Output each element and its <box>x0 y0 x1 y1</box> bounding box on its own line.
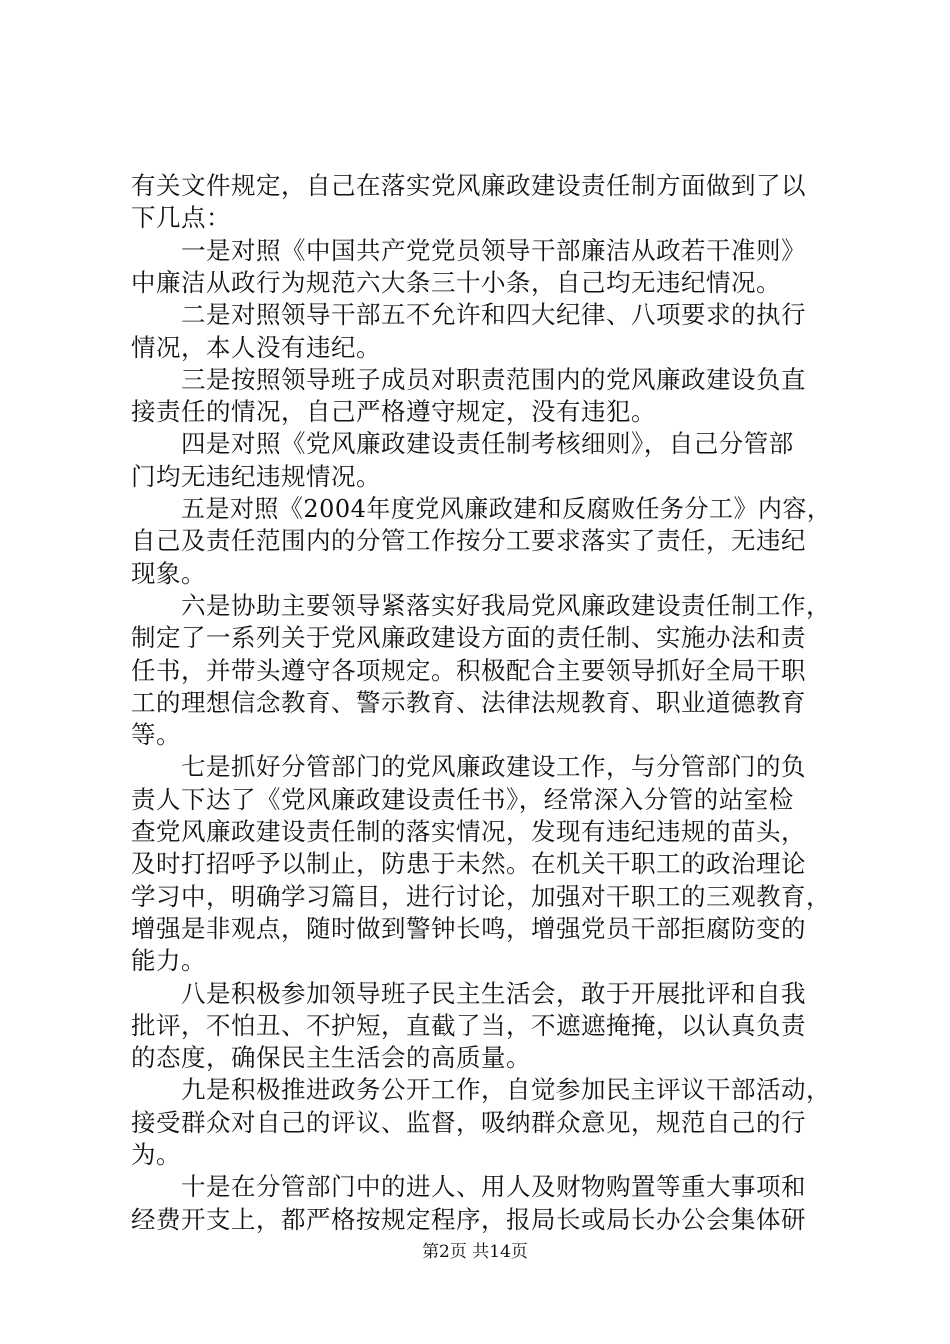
text-line: 情况，本人没有违纪。 <box>131 332 381 362</box>
text-line: 五是对照《2004年度党风廉政建和反腐败任务分工》内容， <box>181 494 832 523</box>
text-line: 制定了一系列关于党风廉政建设方面的责任制、实施办法和责 <box>131 623 806 653</box>
text-line: 查党风廉政建设责任制的落实情况，发现有违纪违规的苗头， <box>131 817 806 846</box>
text-line: 批评，不怕丑、不护短，直截了当，不遮遮掩掩，以认真负责 <box>131 1010 806 1040</box>
text-line: 为。 <box>131 1140 181 1169</box>
text-line: 工的理想信念教育、警示教育、法律法规教育、职业道德教育 <box>131 687 806 717</box>
text-line: 二是对照领导干部五不允许和四大纪律、八项要求的执行 <box>181 300 806 330</box>
text-line: 有关文件规定，自己在落实党风廉政建设责任制方面做到了以 <box>131 171 806 200</box>
text-line: 及时打招呼予以制止，防患于未然。在机关干职工的政治理论 <box>131 849 806 879</box>
text-line: 学习中，明确学习篇目，进行讨论，加强对干职工的三观教育， <box>131 881 831 911</box>
text-line: 任书，并带头遵守各项规定。积极配合主要领导抓好全局干职 <box>131 655 806 685</box>
page-footer: 第2页 共14页 <box>422 1242 528 1262</box>
text-line: 十是在分管部门中的进人、用人及财物购置等重大事项和 <box>181 1172 806 1202</box>
text-line: 的态度，确保民主生活会的高质量。 <box>131 1043 531 1073</box>
text-line: 九是积极推进政务公开工作，自觉参加民主评议干部活动， <box>181 1075 831 1105</box>
text-line: 接责任的情况，自己严格遵守规定，没有违犯。 <box>131 397 656 427</box>
text-line: 八是积极参加领导班子民主生活会，敢于开展批评和自我 <box>181 978 806 1008</box>
text-line: 等。 <box>131 720 181 750</box>
text-line: 增强是非观点，随时做到警钟长鸣，增强党员干部拒腐防变的 <box>131 913 806 943</box>
text-line: 下几点： <box>131 203 231 233</box>
text-line: 一是对照《中国共产党党员领导干部廉洁从政若干准则》 <box>181 235 806 265</box>
text-line: 自己及责任范围内的分管工作按分工要求落实了责任，无违纪 <box>131 526 806 556</box>
text-line: 能力。 <box>131 946 206 976</box>
text-line: 中廉洁从政行为规范六大条三十小条，自己均无违纪情况。 <box>131 267 781 297</box>
text-line: 门均无违纪违规情况。 <box>131 461 381 491</box>
text-line: 六是协助主要领导紧落实好我局党风廉政建设责任制工作， <box>181 590 831 620</box>
text-line: 三是按照领导班子成员对职责范围内的党风廉政建设负直 <box>181 364 806 394</box>
text-line: 接受群众对自己的评议、监督，吸纳群众意见，规范自己的行 <box>131 1107 806 1137</box>
text-line: 责人下达了《党风廉政建设责任书》，经常深入分管的站室检 <box>131 784 794 814</box>
text-line: 七是抓好分管部门的党风廉政建设工作，与分管部门的负 <box>181 752 806 782</box>
text-line: 四是对照《党风廉政建设责任制考核细则》，自己分管部 <box>181 429 794 459</box>
text-line: 经费开支上，都严格按规定程序，报局长或局长办公会集体研 <box>131 1204 806 1234</box>
text-line: 现象。 <box>131 558 206 588</box>
